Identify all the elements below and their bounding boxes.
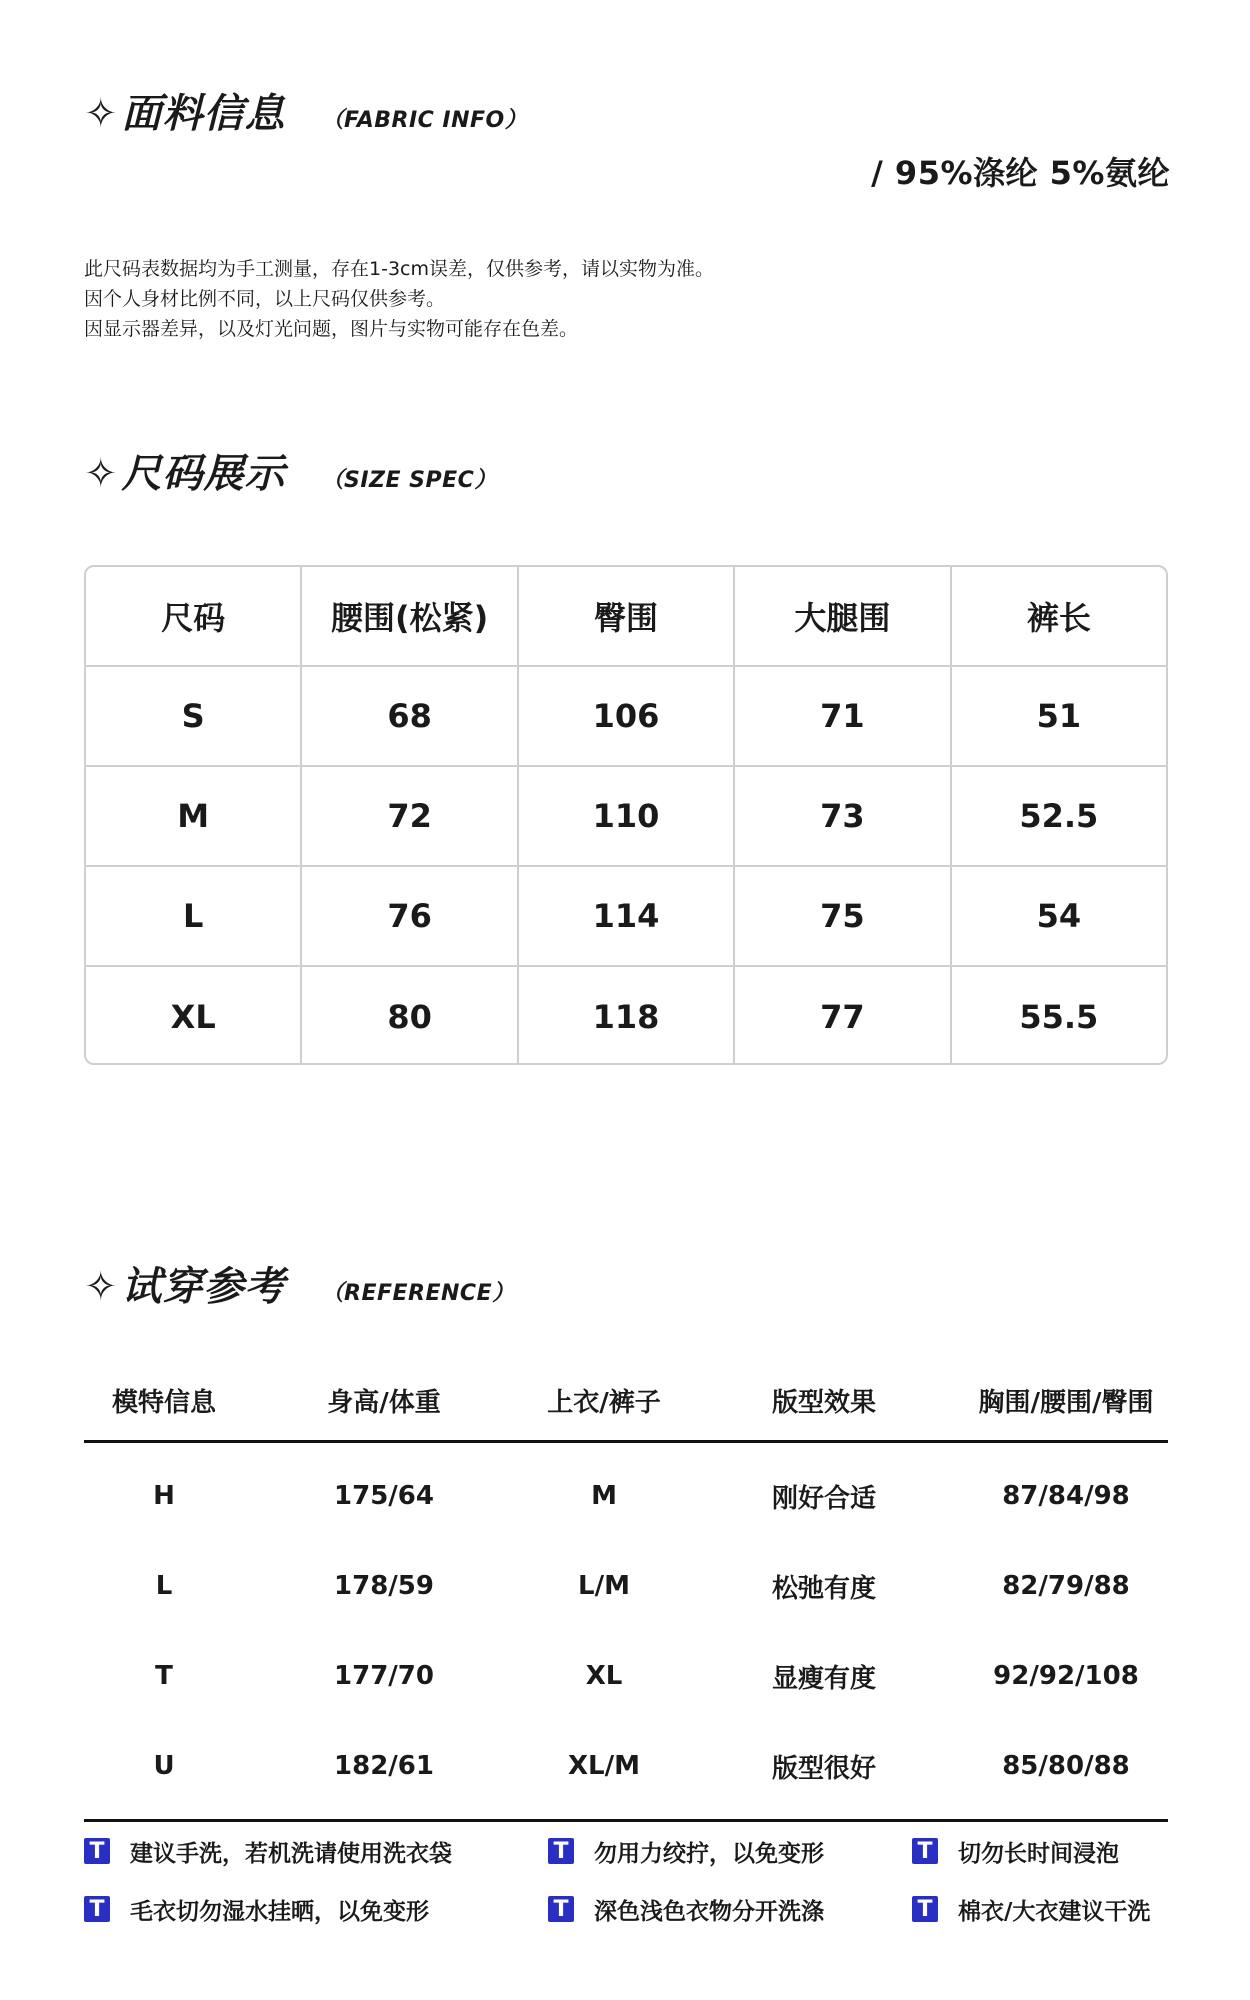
care-item [84, 1893, 548, 1926]
measurements-cell: 92/92/108 [993, 1661, 1139, 1691]
size-cell: 80 [302, 967, 518, 1065]
size-cell: S [86, 667, 302, 765]
fabric-info-heading [84, 82, 527, 139]
header-cell: 臀围 [519, 567, 735, 665]
measurement-notes [84, 254, 714, 344]
measurements-cell: 87/84/98 [1002, 1481, 1130, 1511]
size-cell: 76 [302, 867, 518, 965]
reference-table-header [84, 1360, 1168, 1440]
header-cell: 胸围/腰围/臀围 [978, 1387, 1154, 1418]
header-cell: 身高/体重 [327, 1387, 441, 1418]
size-table-header [86, 567, 1166, 667]
table-row [86, 667, 1166, 767]
sparkle-icon: ✧ [84, 1264, 118, 1310]
table-row [86, 867, 1166, 967]
size-cell: M [86, 767, 302, 865]
t-badge-icon: T [84, 1896, 110, 1922]
t-badge-icon: T [912, 1896, 938, 1922]
care-item [84, 1835, 548, 1868]
header-cell: 腰围(松紧) [302, 567, 518, 665]
size-worn-cell: XL [585, 1661, 623, 1691]
fit-cell: 显瘦有度 [771, 1663, 876, 1694]
fit-cell: 刚好合适 [771, 1483, 876, 1514]
size-worn-cell: L/M [578, 1571, 630, 1601]
care-text: 毛衣切勿湿水挂晒，以免变形 [130, 1898, 429, 1925]
size-cell: 114 [519, 867, 735, 965]
care-text: 棉衣/大衣建议干洗 [958, 1898, 1151, 1925]
care-text: 切勿长时间浸泡 [958, 1840, 1119, 1867]
size-cell: 110 [519, 767, 735, 865]
measurements-cell: 85/80/88 [1002, 1751, 1130, 1781]
care-row [84, 1880, 1174, 1938]
care-item [912, 1835, 1119, 1868]
header-cell: 裤长 [1026, 599, 1091, 637]
header-cell: 尺码 [86, 567, 302, 665]
t-badge-icon: T [84, 1838, 110, 1864]
table-row [84, 1631, 1168, 1721]
table-row [84, 1451, 1168, 1541]
table-row [86, 767, 1166, 867]
sparkle-icon: ✧ [84, 91, 118, 137]
reference-subtitle: （REFERENCE） [321, 1281, 515, 1306]
size-cell: XL [86, 967, 302, 1065]
height-weight-cell: 182/61 [334, 1751, 434, 1781]
reference-rows [84, 1443, 1168, 1819]
sparkle-icon: ✧ [84, 451, 118, 497]
header-cell: 大腿围 [735, 567, 951, 665]
size-cell: 71 [735, 667, 951, 765]
height-weight-cell: 177/70 [334, 1661, 434, 1691]
care-text: 深色浅色衣物分开洗涤 [594, 1898, 824, 1925]
table-row [84, 1721, 1168, 1811]
fabric-subtitle: （FABRIC INFO） [321, 108, 528, 133]
size-worn-cell: XL/M [568, 1751, 640, 1781]
note-line: 因显示器差异，以及灯光问题，图片与实物可能存在色差。 [84, 318, 579, 340]
height-weight-cell: 175/64 [334, 1481, 434, 1511]
fabric-title: 面料信息 [121, 91, 286, 137]
size-cell: 118 [519, 967, 735, 1065]
header-cell: 版型效果 [771, 1387, 876, 1418]
size-cell: 68 [302, 667, 518, 765]
table-row [86, 967, 1166, 1065]
model-cell: L [155, 1571, 173, 1601]
fit-cell: 松弛有度 [771, 1573, 876, 1604]
note-line: 因个人身材比例不同，以上尺码仅供参考。 [84, 288, 446, 310]
model-cell: H [153, 1481, 175, 1511]
size-cell: 52.5 [1019, 797, 1099, 835]
care-row [84, 1822, 1174, 1880]
size-worn-cell: M [591, 1481, 617, 1511]
size-table [84, 565, 1168, 1065]
reference-title: 试穿参考 [121, 1264, 286, 1310]
model-cell: T [155, 1661, 173, 1691]
header-cell: 模特信息 [111, 1387, 216, 1418]
measurements-cell: 82/79/88 [1002, 1571, 1130, 1601]
size-cell: 77 [735, 967, 951, 1065]
size-cell: 73 [735, 767, 951, 865]
size-cell: 75 [735, 867, 951, 965]
care-item [912, 1893, 1150, 1926]
size-cell: L [86, 867, 302, 965]
reference-heading [84, 1255, 515, 1312]
fit-cell: 版型很好 [771, 1753, 876, 1784]
table-row [84, 1541, 1168, 1631]
size-cell: 54 [1036, 897, 1082, 935]
care-text: 建议手洗，若机洗请使用洗衣袋 [130, 1840, 452, 1867]
t-badge-icon: T [548, 1838, 574, 1864]
height-weight-cell: 178/59 [334, 1571, 434, 1601]
care-instructions [84, 1822, 1174, 1938]
size-spec-title: 尺码展示 [121, 451, 286, 497]
size-cell: 55.5 [1019, 998, 1099, 1036]
note-line: 此尺码表数据均为手工测量，存在1-3cm误差，仅供参考，请以实物为准。 [84, 258, 714, 280]
size-spec-heading [84, 442, 497, 499]
size-cell: 106 [519, 667, 735, 765]
t-badge-icon: T [548, 1896, 574, 1922]
care-item [548, 1835, 912, 1868]
care-item [548, 1893, 912, 1926]
size-cell: 72 [302, 767, 518, 865]
size-spec-subtitle: （SIZE SPEC） [321, 468, 497, 493]
header-cell: 上衣/裤子 [547, 1387, 661, 1418]
fabric-composition: / 95%涤纶 5%氨纶 [871, 154, 1170, 192]
reference-table [84, 1360, 1168, 1822]
model-cell: U [153, 1751, 175, 1781]
care-text: 勿用力绞拧，以免变形 [594, 1840, 824, 1867]
t-badge-icon: T [912, 1838, 938, 1864]
size-cell: 51 [1036, 697, 1082, 735]
